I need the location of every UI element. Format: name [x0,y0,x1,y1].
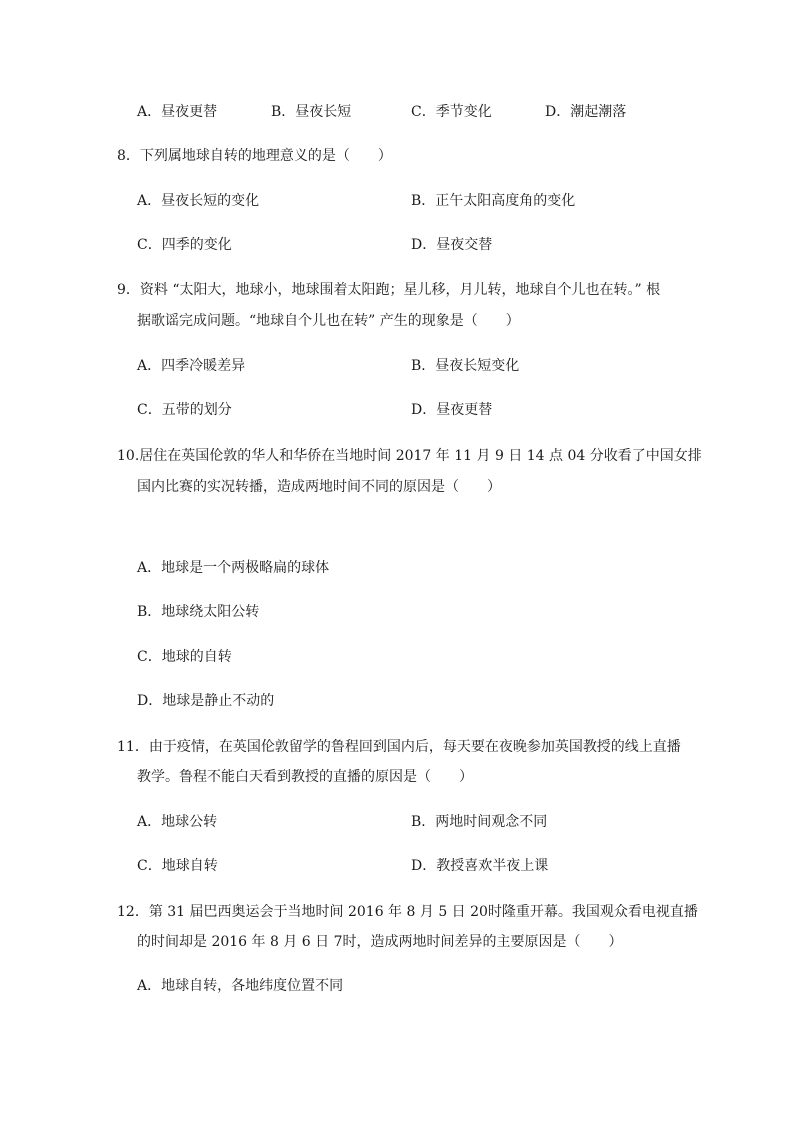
question-8-stem: 8．下列属地球自转的地理意义的是（ ） [117,148,392,164]
option-b: B．两地时间观念不同 [411,814,548,830]
option-a: A．地球公转 [137,814,218,830]
option-a: A．地球自转，各地纬度位置不同 [137,978,344,994]
option-b: B．正午太阳高度角的变化 [411,193,576,209]
option-a: A．昼夜更替 [137,104,218,120]
option-d: D．教授喜欢半夜上课 [411,858,549,874]
question-11-stem-line-2: 教学。鲁程不能白天看到教授的直播的原因是（ ） [137,769,473,785]
option-b: B．地球绕太阳公转 [137,604,260,620]
option-d: D．昼夜更替 [411,402,493,418]
option-b: B．昼夜长短变化 [411,358,520,374]
option-c: C．五带的划分 [137,402,232,418]
question-12-stem-line-1: 12．第 31 届巴西奥运会于当地时间 2016 年 8 月 5 日 20时隆重开幕。我国观众看电视直播 [117,904,698,920]
question-11-stem-line-1: 11．由于疫情，在英国伦敦留学的鲁程回到国内后，每天要在夜晚参加英国教授的线上直播 [117,739,681,755]
question-12-stem-line-2: 的时间却是 2016 年 8 月 6 日 7时，造成两地时间差异的主要原因是（ ） [137,934,623,950]
question-9-stem-line-1: 9．资料 “太阳大，地球小，地球围着太阳跑；星儿移，月儿转，地球自个儿也在转。” 根 [117,282,661,298]
question-10-stem-line-1: 10.居住在英国伦敦的华人和华侨在当地时间 2017 年 11 月 9 日 14 点 04 分收看了中国女排 [117,448,702,464]
option-a: A．四季冷暖差异 [137,358,246,374]
option-d: D．地球是静止不动的 [137,693,275,709]
question-10-stem-line-2: 国内比赛的实况转播，造成两地时间不同的原因是（ ） [137,479,501,495]
option-d: D．潮起潮落 [545,104,627,120]
option-c: C．季节变化 [411,104,492,120]
option-d: D．昼夜交替 [411,237,493,253]
option-c: C．四季的变化 [137,237,232,253]
option-b: B．昼夜长短 [271,104,352,120]
option-c: C．地球的自转 [137,649,232,665]
option-c: C．地球自转 [137,858,218,874]
option-a: A．地球是一个两极略扁的球体 [137,560,330,576]
question-9-stem-line-2: 据歌谣完成问题。“地球自个儿也在转” 产生的现象是（ ） [137,313,520,329]
option-a: A．昼夜长短的变化 [137,193,260,209]
